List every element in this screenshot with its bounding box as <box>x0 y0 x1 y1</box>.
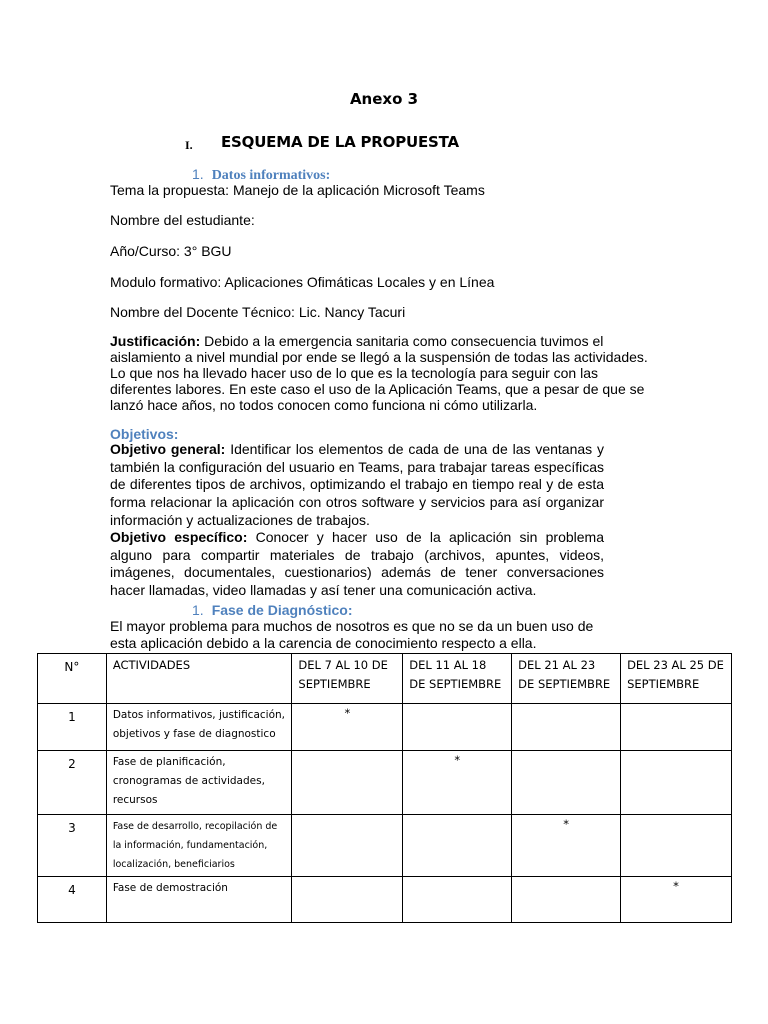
row-mark: * <box>621 877 732 923</box>
row-mark <box>403 704 512 751</box>
section-number: I. <box>185 138 193 152</box>
justificacion-label: Justificación: <box>110 333 201 349</box>
objetivo-general-paragraph <box>110 441 604 530</box>
header-number: N° <box>38 654 107 704</box>
objetivo-especifico-text: Conocer y hacer uso de la aplicación sin problema alguno para compartir materiales de trabajo (archivos, apuntes, videos, imágenes, documentales, cuestionarios) además de tener conversaciones hacer llamadas, video llamadas y así tener una comunicación activa. <box>110 529 604 599</box>
row-activity: Fase de demostración <box>106 877 292 923</box>
justificacion-text: Debido a la emergencia sanitaria como consecuencia tuvimos el aislamiento a nivel mundial por ende se llegó a la suspensión de todas las actividades. Lo que nos ha llevado hacer uso de lo que es la tecnología para seguir con las diferentes labores. En este caso el uso de la Aplicación Teams, que a pesar de que se lanzó hace años, no todos conocen como funciona ni cómo utilizarla. <box>110 333 648 413</box>
estudiante-line: Nombre del estudiante: <box>110 212 255 228</box>
objetivo-general-label: Objetivo general: <box>110 441 226 457</box>
schedule-table <box>37 653 732 923</box>
row-mark <box>292 877 403 923</box>
row-number: 1 <box>38 704 107 751</box>
row-activity: Fase de planificación, cronogramas de actividades, recursos <box>106 751 292 815</box>
table-row <box>38 704 732 751</box>
row-mark: * <box>403 751 512 815</box>
row-mark <box>292 751 403 815</box>
curso-line: Año/Curso: 3° BGU <box>110 243 232 259</box>
table-row <box>38 751 732 815</box>
tema-line: Tema la propuesta: Manejo de la aplicación Microsoft Teams <box>110 182 485 198</box>
justificacion-paragraph <box>110 333 660 413</box>
header-week-1: DEL 7 AL 10 DE SEPTIEMBRE <box>292 654 403 704</box>
row-number: 4 <box>38 877 107 923</box>
diagnostico-heading <box>192 602 353 618</box>
diagnostico-text: El mayor problema para muchos de nosotros es que no se da un buen uso de esta aplicación debido a la carencia de conocimiento respecto a ella. <box>110 618 594 651</box>
objetivo-especifico-paragraph <box>110 529 604 600</box>
table-header-row <box>38 654 732 704</box>
row-activity: Datos informativos, justificación, objetivos y fase de diagnostico <box>106 704 292 751</box>
objetivo-general-text: Identificar los elementos de cada de una de las ventanas y también la configuración del usuario en Teams, para trabajar tareas específicas de diferentes tipos de archivos, optimizando el trabajo en tiempo real y de esta forma relacionar la aplicación con otros software y servicios para así organizar información y actualizaciones de trabajos. <box>110 441 605 528</box>
row-mark <box>403 815 512 877</box>
section-title: ESQUEMA DE LA PROPUESTA <box>221 133 459 151</box>
row-mark <box>292 815 403 877</box>
row-mark <box>512 877 621 923</box>
row-mark <box>621 751 732 815</box>
row-mark <box>512 704 621 751</box>
diagnostico-number: 1. <box>192 602 204 618</box>
row-mark <box>621 704 732 751</box>
header-week-3: DEL 21 AL 23 DE SEPTIEMBRE <box>512 654 621 704</box>
docente-line: Nombre del Docente Técnico: Lic. Nancy Tacuri <box>110 304 406 320</box>
row-mark: * <box>512 815 621 877</box>
objetivos-heading: Objetivos: <box>110 426 179 442</box>
table-row <box>38 815 732 877</box>
datos-number: 1. <box>192 166 204 182</box>
row-mark <box>512 751 621 815</box>
datos-heading-text: Datos informativos: <box>211 168 331 183</box>
row-mark <box>621 815 732 877</box>
document-title: Anexo 3 <box>349 90 419 108</box>
header-activities: ACTIVIDADES <box>106 654 292 704</box>
row-number: 3 <box>38 815 107 877</box>
diagnostico-heading-text: Fase de Diagnóstico: <box>211 602 353 618</box>
objetivo-especifico-label: Objetivo específico: <box>110 529 248 545</box>
row-mark: * <box>292 704 403 751</box>
modulo-line: Modulo formativo: Aplicaciones Ofimáticas Locales y en Línea <box>110 274 495 290</box>
table-row <box>38 877 732 923</box>
header-week-2: DEL 11 AL 18 DE SEPTIEMBRE <box>403 654 512 704</box>
row-activity: Fase de desarrollo, recopilación de la información, fundamentación, localización, beneficiarios <box>106 815 292 877</box>
header-week-4: DEL 23 AL 25 DE SEPTIEMBRE <box>621 654 732 704</box>
row-number: 2 <box>38 751 107 815</box>
row-mark <box>403 877 512 923</box>
